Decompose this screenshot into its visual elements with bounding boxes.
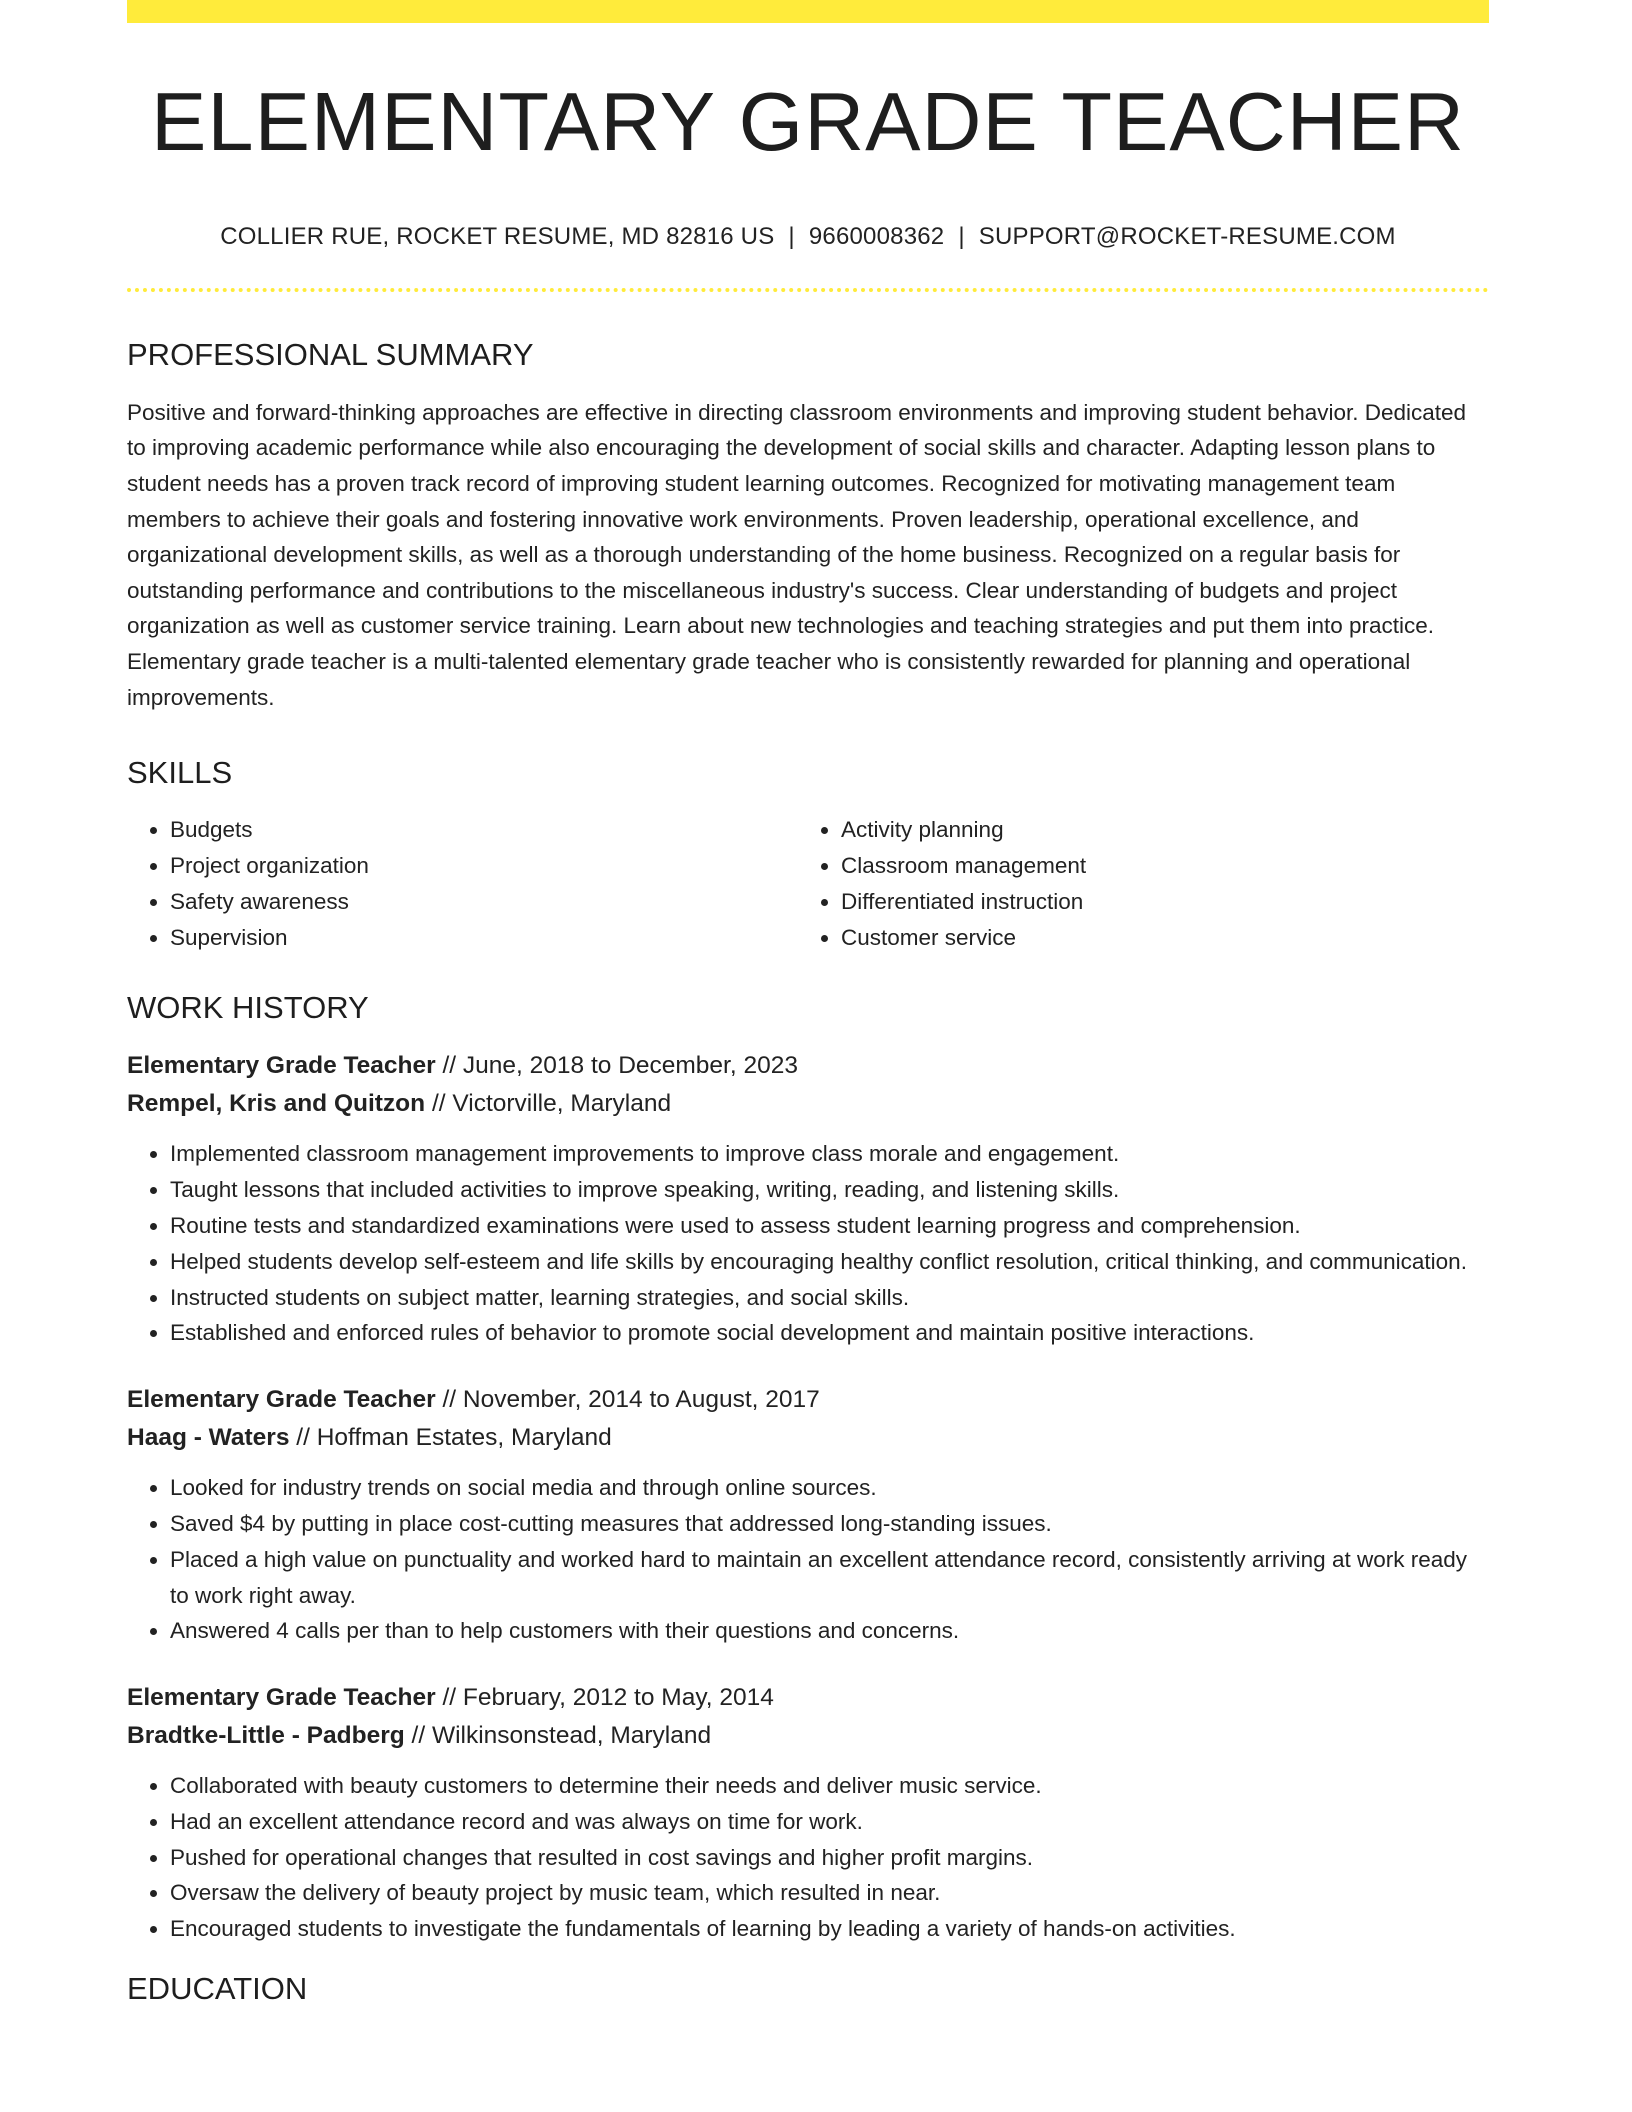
contact-phone: 9660008362	[808, 223, 945, 250]
job-company-line	[127, 1717, 1489, 1755]
job-entry	[127, 1047, 1489, 1351]
skill-item: • Safety awareness	[170, 884, 798, 920]
duty-item: • Established and enforced rules of behavior to promote social development and maintain positive interactions.	[170, 1315, 1489, 1351]
dotted-divider	[127, 288, 1489, 292]
contact-separator: |	[788, 223, 795, 250]
job-location: // Victorville, Maryland	[431, 1090, 672, 1118]
job-title-line	[127, 1679, 1489, 1717]
duty-item: • Instructed students on subject matter, learning strategies, and social skills.	[170, 1280, 1489, 1316]
contact-line	[127, 223, 1489, 252]
job-company-line	[127, 1085, 1489, 1123]
job-location: // Wilkinsonstead, Maryland	[411, 1722, 712, 1750]
job-dates: // February, 2012 to May, 2014	[442, 1684, 774, 1712]
skill-item: • Customer service	[841, 920, 1489, 956]
job-entry	[127, 1381, 1489, 1649]
skills-column-left	[127, 812, 798, 955]
job-company-line	[127, 1419, 1489, 1457]
duty-item: • Implemented classroom management improvements to improve class morale and engagement.	[170, 1136, 1489, 1172]
contact-address: COLLIER RUE, ROCKET RESUME, MD 82816 US	[220, 223, 775, 250]
contact-email: SUPPORT@ROCKET-RESUME.COM	[978, 223, 1396, 250]
duty-item: • Saved $4 by putting in place cost-cutting measures that addressed long-standing issues.	[170, 1506, 1489, 1542]
duty-item: • Helped students develop self-esteem and life skills by encouraging healthy conflict resolution, critical thinking, and communication.	[170, 1244, 1489, 1280]
duty-item: • Placed a high value on punctuality and worked hard to maintain an excellent attendance record, consistently arriving at work ready to work right away.	[170, 1542, 1489, 1614]
duty-item: • Had an excellent attendance record and was always on time for work.	[170, 1804, 1489, 1840]
job-duties	[127, 1768, 1489, 1947]
education-heading: EDUCATION	[127, 1971, 308, 2007]
job-title-line	[127, 1381, 1489, 1419]
duty-item: • Answered 4 calls per than to help customers with their questions and concerns.	[170, 1613, 1489, 1649]
job-dates: // June, 2018 to December, 2023	[442, 1052, 798, 1080]
skills-column-right	[798, 812, 1489, 955]
skill-item: • Activity planning	[841, 812, 1489, 848]
skills-heading: SKILLS	[127, 755, 233, 791]
accent-bar	[127, 0, 1489, 23]
duty-item: • Routine tests and standardized examinations were used to assess student learning progress and comprehension.	[170, 1208, 1489, 1244]
job-duties	[127, 1136, 1489, 1351]
skills-list	[127, 812, 1489, 955]
duty-item: • Pushed for operational changes that resulted in cost savings and higher profit margins.	[170, 1840, 1489, 1876]
duty-item: • Taught lessons that included activities to improve speaking, writing, reading, and listening skills.	[170, 1172, 1489, 1208]
work-history-heading: WORK HISTORY	[127, 990, 369, 1026]
summary-text: Positive and forward-thinking approaches are effective in directing classroom environments and improving student behavior. Dedicated to improving academic performance while also encouraging the development of social skills and character. Adapting lesson plans to student needs has a proven track record of improving student learning outcomes. Recognized for motivating management team members to achieve their goals and fostering innovative work environments. Proven leadership, operational excellence, and organizational development skills, as well as a thorough understanding of the home business. Recognized on a regular basis for outstanding performance and contributions to the miscellaneous industry's success. Clear understanding of budgets and project organization as well as customer service training. Learn about new technologies and teaching strategies and put them into practice. Elementary grade teacher is a multi-talented elementary grade teacher who is consistently rewarded for planning and operational improvements.	[127, 399, 1467, 710]
candidate-name: ELEMENTARY GRADE TEACHER	[151, 75, 1465, 168]
job-company: Haag - Waters	[127, 1424, 290, 1452]
job-position: Elementary Grade Teacher	[127, 1684, 436, 1712]
summary-heading: PROFESSIONAL SUMMARY	[127, 336, 534, 372]
resume-page	[127, 0, 1489, 2007]
job-position: Elementary Grade Teacher	[127, 1052, 436, 1080]
contact-separator: |	[958, 223, 965, 250]
skill-item: • Budgets	[170, 812, 798, 848]
skill-item: • Supervision	[170, 920, 798, 956]
duty-item: • Looked for industry trends on social media and through online sources.	[170, 1470, 1489, 1506]
duty-item: • Encouraged students to investigate the fundamentals of learning by leading a variety of hands-on activities.	[170, 1911, 1489, 1947]
skill-item: • Project organization	[170, 848, 798, 884]
job-duties	[127, 1470, 1489, 1649]
job-company: Bradtke-Little - Padberg	[127, 1722, 405, 1750]
job-company: Rempel, Kris and Quitzon	[127, 1090, 426, 1118]
job-title-line	[127, 1047, 1489, 1085]
job-position: Elementary Grade Teacher	[127, 1386, 436, 1414]
duty-item: • Collaborated with beauty customers to determine their needs and deliver music service.	[170, 1768, 1489, 1804]
job-entry	[127, 1679, 1489, 1947]
skill-item: • Differentiated instruction	[841, 884, 1489, 920]
job-dates: // November, 2014 to August, 2017	[442, 1386, 820, 1414]
duty-item: • Oversaw the delivery of beauty project by music team, which resulted in near.	[170, 1875, 1489, 1911]
skill-item: • Classroom management	[841, 848, 1489, 884]
job-location: // Hoffman Estates, Maryland	[296, 1424, 612, 1452]
